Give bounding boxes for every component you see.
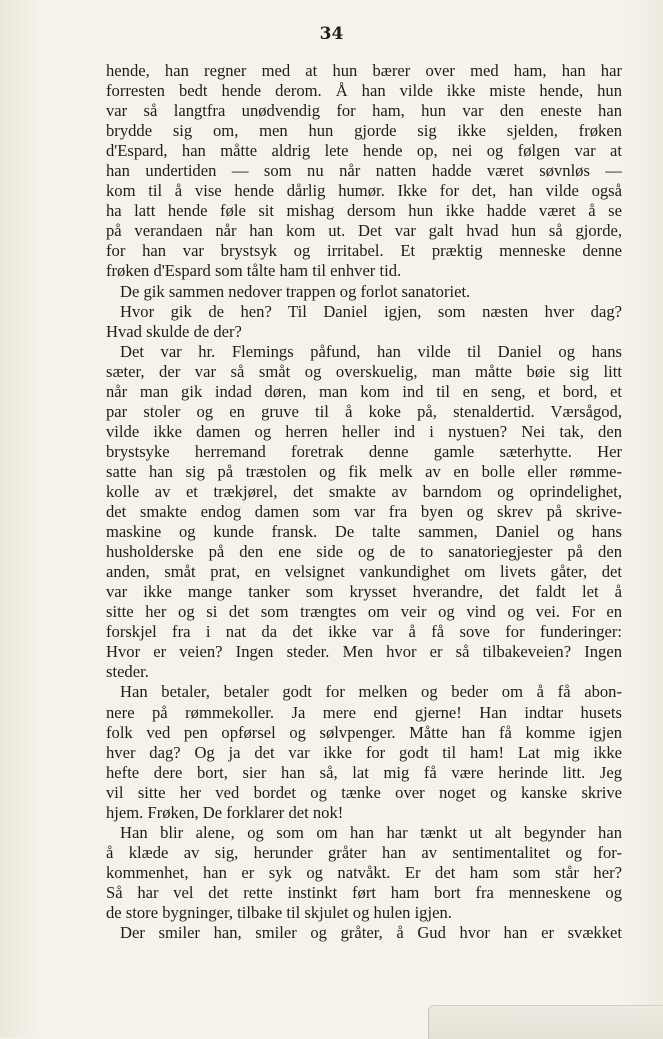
text-line: Han betaler, betaler godt for melken og beder om å få abon- xyxy=(120,682,622,702)
text-line: Så har vel det rette instinkt ført ham bort fra menneskene og xyxy=(106,882,622,902)
text-line: han undertiden — som nu når natten hadde været søvnløs — xyxy=(106,161,622,181)
text-line: par stoler og en gruve til å koke på, stenaldertid. Værsågod, xyxy=(106,401,622,421)
text-line: var ikke mange tanker som krysset hverandre, det faldt let å xyxy=(106,582,622,602)
text-line: hjem. Frøken, De forklarer det nok! xyxy=(106,802,344,822)
text-line: De gik sammen nedover trappen og forlot sanatoriet. xyxy=(120,281,471,301)
text-line: frøken d'Espard som tålte ham til enhver tid. xyxy=(106,261,402,281)
text-line: brydde sig om, men hun gjorde sig ikke sjelden, frøken xyxy=(106,121,622,141)
text-line: anden, småt prat, en velsignet vankundighet om livets gåter, det xyxy=(106,562,622,582)
page-number: 34 xyxy=(319,24,344,44)
text-line: forresten bedt hende derom. Å han vilde ikke miste hende, hun xyxy=(106,81,622,101)
text-line: Hvor gik de hen? Til Daniel igjen, som næsten hver dag? xyxy=(120,301,622,321)
text-line: kommenhet, han er syk og natvåkt. Er det ham som står her? xyxy=(106,862,622,882)
text-line: satte han sig på træstolen og fik melk av en bolle eller rømme- xyxy=(106,461,622,481)
text-line: å klæde av sig, herunder gråter han av sentimentalitet og for- xyxy=(106,842,622,862)
text-line: vil sitte her ved bordet og tænke over noget og kanske skrive xyxy=(106,782,622,802)
text-line: Der smiler han, smiler og gråter, å Gud hvor han er svækket xyxy=(120,923,622,943)
text-line: folk ved pen opførsel og sølvpenger. Måtte han få komme igjen xyxy=(106,722,622,742)
text-line: ha latt hende føle sit mishag dersom hun ikke hadde været å se xyxy=(106,201,622,221)
text-line: Hvad skulde de der? xyxy=(106,321,242,341)
text-line: steder. xyxy=(106,662,149,682)
text-line: forskjel fra i nat da det ikke var å få sove for funderinger: xyxy=(106,622,622,642)
text-line: Det var hr. Flemings påfund, han vilde til Daniel og hans xyxy=(120,341,622,361)
text-line: hver dag? Og ja det var ikke for godt til ham! Lat mig ikke xyxy=(106,742,622,762)
text-line: hende, han regner med at hun bærer over med ham, han har xyxy=(106,61,622,80)
text-line: hefte dere bort, sier han så, lat mig få være herinde litt. Jeg xyxy=(106,762,622,782)
text-line: når man gik indad døren, man kom ind til en seng, et bord, et xyxy=(106,381,622,401)
underlying-page-edge xyxy=(428,1005,663,1039)
body-text xyxy=(106,61,622,943)
text-line: sæter, der var så småt og overskuelig, man måtte bøie sig litt xyxy=(106,361,622,381)
text-line: vilde ikke damen og herren heller ind i nystuen? Nei tak, den xyxy=(106,421,622,441)
text-line: for han var brystsyk og irritabel. Et præktig menneske denne xyxy=(106,241,622,261)
text-line: kolle av et trækjørel, det smakte av barndom og oprindelighet, xyxy=(106,481,622,501)
text-line: brystsyke herremand foretrak denne gamle sæterhytte. Her xyxy=(106,441,622,461)
text-line: Hvor er veien? Ingen steder. Men hvor er så tilbakeveien? Ingen xyxy=(106,642,622,662)
text-line: Han blir alene, og som om han har tænkt ut alt begynder han xyxy=(120,822,622,842)
text-line: de store bygninger, tilbake til skjulet og hulen igjen. xyxy=(106,902,452,922)
text-line: kom til å vise hende dårlig humør. Ikke for det, han vilde også xyxy=(106,181,622,201)
text-line: d'Espard, han måtte aldrig lete hende op, nei og følgen var at xyxy=(106,141,622,161)
text-line: nere på rømmekoller. Ja mere end gjerne! Han indtar husets xyxy=(106,702,622,722)
text-line: var så langtfra unødvendig for ham, hun var den eneste han xyxy=(106,101,622,121)
text-line: husholderske på den ene side og de to sanatoriegjester på den xyxy=(106,542,622,562)
text-line: maskine og kunde fransk. De talte sammen, Daniel og hans xyxy=(106,522,622,542)
text-line: det smakte endog damen som var fra byen og skrev på skrive- xyxy=(106,502,622,522)
text-line: på verandaen når han kom ut. Det var galt hvad hun så gjorde, xyxy=(106,221,622,241)
text-line: sitte her og si det som trængtes om veir og vind og vei. For en xyxy=(106,602,622,622)
